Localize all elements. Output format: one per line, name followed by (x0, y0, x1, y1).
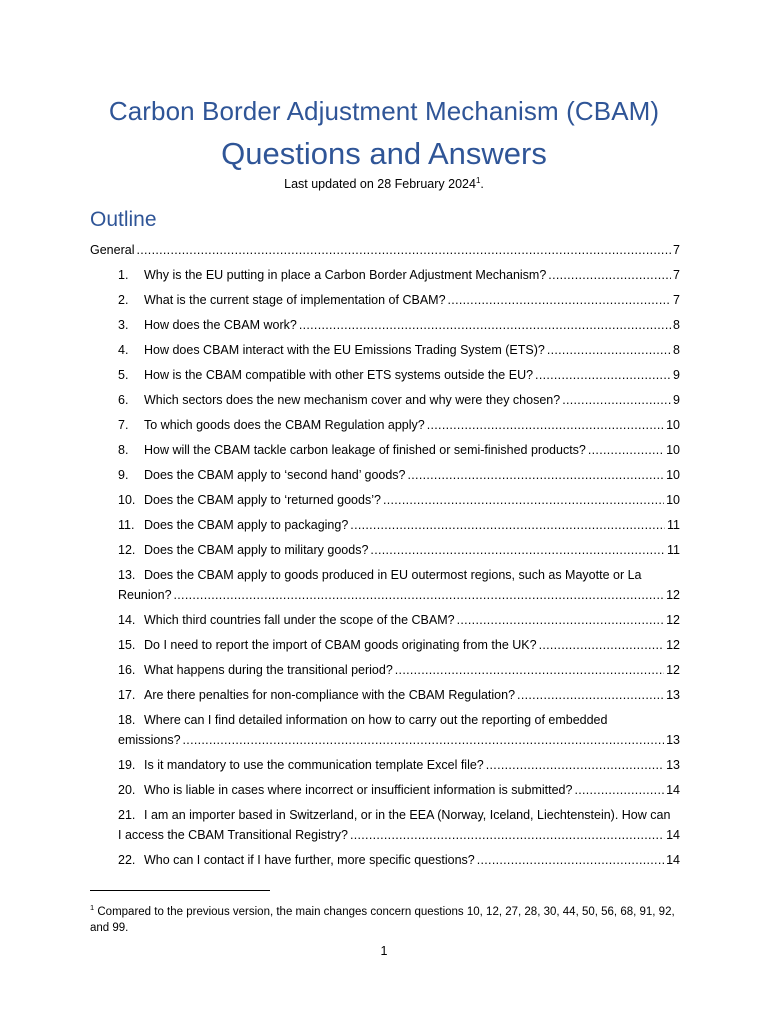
toc-item-number: 13. (118, 568, 136, 582)
toc-item-number: 12. (118, 543, 136, 557)
toc-item-text: General (90, 243, 135, 257)
toc-leader-dots (448, 292, 672, 308)
toc-item-text: emissions? (118, 733, 181, 747)
footnote (90, 900, 680, 936)
toc-item[interactable] (118, 342, 680, 358)
last-updated-text: Last updated on 28 February 2024 (284, 177, 476, 192)
toc-item[interactable] (118, 542, 680, 558)
document-title: Carbon Border Adjustment Mechanism (CBAM) (108, 96, 660, 126)
toc-item-number: 19. (118, 758, 136, 772)
toc-item-continuation[interactable] (118, 587, 680, 603)
toc-item-text: I am an importer based in Switzerland, or in the EEA (Norway, Iceland, Liechtenstein). How can (144, 808, 671, 822)
toc-item-text: What is the current stage of implementation of CBAM? (144, 293, 446, 307)
toc-page-number: 9 (673, 393, 680, 407)
toc-page-number: 11 (667, 518, 680, 532)
toc-item[interactable] (118, 712, 607, 728)
toc-item-text: How will the CBAM tackle carbon leakage of finished or semi-finished products? (144, 443, 586, 457)
toc-item-text: Are there penalties for non-compliance with the CBAM Regulation? (144, 688, 516, 702)
toc-item-text: Why is the EU putting in place a Carbon Border Adjustment Mechanism? (144, 268, 547, 282)
toc-item-number: 21. (118, 808, 136, 822)
toc-page-number: 7 (673, 293, 680, 307)
toc-item-continuation[interactable] (118, 827, 680, 843)
toc-item[interactable] (118, 687, 680, 703)
toc-leader-dots (174, 587, 665, 603)
toc-page-number: 13 (666, 733, 680, 747)
toc-item-number: 1. (118, 268, 129, 282)
toc-item-number: 14. (118, 613, 136, 627)
toc-item[interactable] (118, 392, 680, 408)
toc-page-number: 10 (666, 493, 680, 507)
toc-item[interactable] (118, 292, 680, 308)
toc-item-number: 6. (118, 393, 129, 407)
toc-item-text: Do I need to report the import of CBAM goods originating from the UK? (144, 638, 537, 652)
toc-leader-dots (574, 782, 664, 798)
toc-leader-dots (408, 467, 665, 483)
toc-leader-dots (517, 687, 664, 703)
last-updated-end: . (480, 177, 484, 192)
toc-page-number: 8 (673, 343, 680, 357)
toc-page-number: 13 (666, 688, 680, 702)
footnote-marker: 1 (90, 903, 95, 912)
toc-item-number: 11. (118, 518, 135, 532)
toc-item[interactable] (118, 442, 680, 458)
toc-item-number: 16. (118, 663, 136, 677)
toc-leader-dots (477, 852, 664, 868)
toc-item-number: 5. (118, 368, 129, 382)
toc-leader-dots (457, 612, 665, 628)
toc-item-number: 8. (118, 443, 129, 457)
toc-item[interactable] (118, 467, 680, 483)
toc-page-number: 7 (673, 243, 680, 257)
footnote-line-1: Compared to the previous version, the main changes concern questions 10, 12, 27, 28, 30, 44, 50, 56, 68, 91, 92, (97, 905, 675, 918)
toc-item-text: Does the CBAM apply to goods produced in EU outermost regions, such as Mayotte or La (144, 568, 642, 582)
toc-item-text: Is it mandatory to use the communication template Excel file? (144, 758, 484, 772)
toc-leader-dots (370, 542, 665, 558)
toc-item[interactable] (118, 567, 642, 583)
toc-item-text: Does the CBAM apply to ‘returned goods’? (144, 493, 381, 507)
toc-page-number: 9 (673, 368, 680, 382)
toc-page-number: 10 (666, 443, 680, 457)
toc-leader-dots (183, 732, 665, 748)
toc-item-text: How does CBAM interact with the EU Emissions Trading System (ETS)? (144, 343, 545, 357)
toc-leader-dots (136, 242, 671, 258)
toc-item-text: I access the CBAM Transitional Registry? (118, 828, 348, 842)
toc-item-number: 17. (118, 688, 136, 702)
toc-item[interactable] (118, 317, 680, 333)
toc-page-number: 7 (673, 268, 680, 282)
toc-item-number: 18. (118, 713, 136, 727)
toc-page-number: 12 (666, 638, 680, 652)
toc-item-number: 3. (118, 318, 129, 332)
toc-page-number: 10 (666, 418, 680, 432)
toc-item[interactable] (118, 417, 680, 433)
toc-leader-dots (350, 827, 664, 843)
toc-item[interactable] (118, 852, 680, 868)
footnote-separator (90, 890, 270, 891)
page-number: 1 (380, 944, 388, 958)
footnote-reference[interactable]: 1 (475, 176, 481, 185)
outline-heading: Outline (90, 208, 157, 231)
toc-item[interactable] (118, 492, 680, 508)
toc-item[interactable] (118, 637, 680, 653)
toc-item[interactable] (118, 367, 680, 383)
toc-item-text: Does the CBAM apply to military goods? (144, 543, 369, 557)
toc-page-number: 13 (666, 758, 680, 772)
document-subtitle: Questions and Answers (221, 136, 547, 171)
toc-page-number: 8 (673, 318, 680, 332)
toc-item-continuation[interactable] (118, 732, 680, 748)
toc-page-number: 10 (666, 468, 680, 482)
toc-item-text: What happens during the transitional period? (144, 663, 393, 677)
toc-page-number: 14 (666, 853, 680, 867)
toc-item[interactable] (118, 267, 680, 283)
toc-item[interactable] (118, 612, 680, 628)
toc-page-number: 12 (666, 613, 680, 627)
toc-item-text: How does the CBAM work? (144, 318, 297, 332)
toc-item-number: 9. (118, 468, 129, 482)
toc-item[interactable] (118, 807, 670, 823)
toc-item-text: Who can I contact if I have further, more specific questions? (144, 853, 475, 867)
last-updated-line (0, 176, 768, 191)
toc-page-number: 14 (666, 783, 680, 797)
toc-leader-dots (547, 342, 671, 358)
toc-page-number: 11 (667, 543, 680, 557)
toc-leader-dots (562, 392, 671, 408)
toc-item-text: Where can I find detailed information on how to carry out the reporting of embedded (144, 713, 608, 727)
toc-leader-dots (535, 367, 671, 383)
toc-item[interactable] (118, 517, 680, 533)
toc-page-number: 12 (666, 588, 680, 602)
toc-item-number: 15. (118, 638, 136, 652)
toc-item[interactable] (118, 662, 680, 678)
toc-item-text: Who is liable in cases where incorrect or insufficient information is submitted? (144, 783, 573, 797)
toc-leader-dots (299, 317, 671, 333)
toc-item-number: 20. (118, 783, 136, 797)
toc-item-text: To which goods does the CBAM Regulation apply? (144, 418, 425, 432)
toc-item-number: 4. (118, 343, 129, 357)
toc-leader-dots (588, 442, 664, 458)
toc-leader-dots (486, 757, 664, 773)
toc-item-text: Which sectors does the new mechanism cover and why were they chosen? (144, 393, 561, 407)
toc-section-general[interactable] (90, 242, 680, 258)
toc-item-text: Does the CBAM apply to packaging? (144, 518, 349, 532)
toc-item-number: 10. (118, 493, 136, 507)
toc-leader-dots (539, 637, 665, 653)
toc-leader-dots (427, 417, 664, 433)
toc-item-text: Which third countries fall under the scope of the CBAM? (144, 613, 455, 627)
toc-page-number: 12 (666, 663, 680, 677)
toc-item-number: 2. (118, 293, 129, 307)
toc-item[interactable] (118, 757, 680, 773)
toc-item-number: 7. (118, 418, 129, 432)
toc-item-number: 22. (118, 853, 136, 867)
toc-item[interactable] (118, 782, 680, 798)
toc-item-text: Reunion? (118, 588, 172, 602)
toc-item-text: Does the CBAM apply to ‘second hand’ goods? (144, 468, 406, 482)
toc-leader-dots (395, 662, 664, 678)
toc-page-number: 14 (666, 828, 680, 842)
toc-leader-dots (548, 267, 671, 283)
footnote-line-2: and 99. (90, 921, 129, 934)
toc-leader-dots (350, 517, 665, 533)
toc-item-text: How is the CBAM compatible with other ETS systems outside the EU? (144, 368, 534, 382)
toc-leader-dots (383, 492, 664, 508)
